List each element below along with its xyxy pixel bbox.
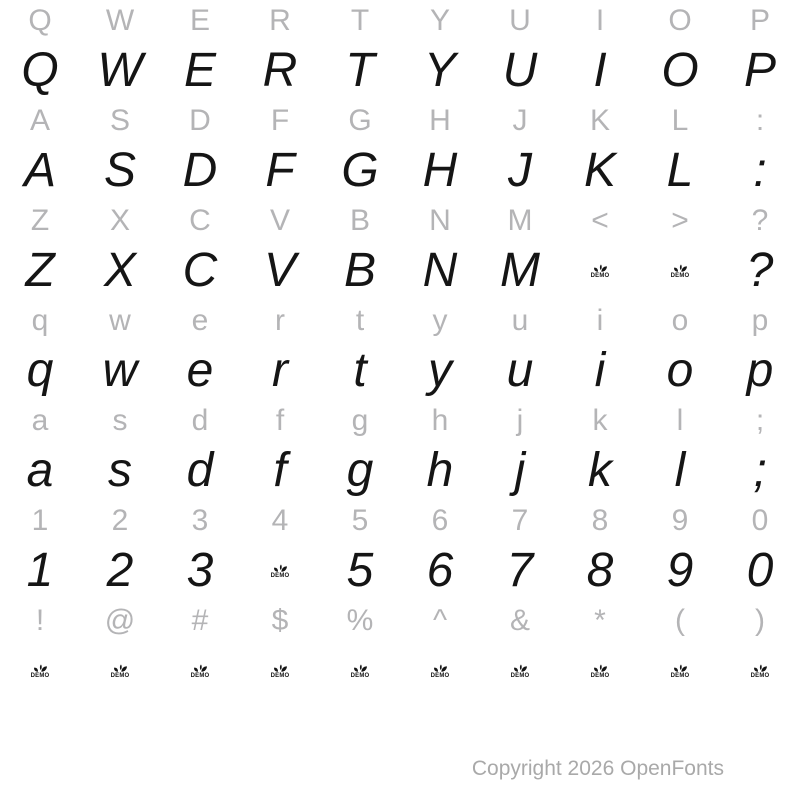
glyph-cell: < bbox=[591, 204, 609, 237]
glyph-cell: 7 bbox=[506, 544, 534, 597]
char-row-lowercase-qwerty-reference bbox=[0, 296, 800, 346]
demo-label: DEMO bbox=[110, 672, 130, 679]
glyph-cell: U bbox=[509, 4, 531, 37]
glyph-cell: H bbox=[429, 104, 451, 137]
glyph-cell: h bbox=[426, 444, 454, 497]
demo-label: DEMO bbox=[190, 672, 210, 679]
glyph-cell: p bbox=[746, 344, 774, 397]
glyph-cell: e bbox=[191, 304, 209, 337]
glyph-cell: S bbox=[109, 104, 130, 137]
glyph-cell: X bbox=[109, 204, 130, 237]
fleuron-icon bbox=[193, 663, 208, 673]
glyph-cell: 1 bbox=[26, 544, 54, 597]
demo-fleuron-icon bbox=[271, 663, 290, 680]
glyph-cell: E bbox=[183, 44, 216, 97]
glyph-cell: M bbox=[500, 244, 540, 297]
glyph-cell: 5 bbox=[346, 544, 374, 597]
glyph-cell: t bbox=[353, 344, 367, 397]
glyph-cell: 9 bbox=[671, 504, 689, 537]
glyph-cell: T bbox=[350, 4, 370, 37]
glyph-cell: 2 bbox=[106, 544, 134, 597]
glyph-cell: R bbox=[262, 44, 298, 97]
glyph-cell: f bbox=[275, 404, 285, 437]
glyph-cell: # bbox=[191, 604, 209, 637]
glyph-cell: : bbox=[755, 104, 765, 137]
glyph-cell: s bbox=[112, 404, 128, 437]
glyph-cell: F bbox=[265, 144, 295, 197]
glyph-cell: y bbox=[432, 304, 448, 337]
demo-placeholder-glyph bbox=[560, 646, 640, 696]
char-row-symbols-demo bbox=[0, 646, 800, 696]
glyph-cell: 6 bbox=[431, 504, 449, 537]
glyph-cell: ? bbox=[751, 204, 769, 237]
glyph-cell: 8 bbox=[591, 504, 609, 537]
glyph-cell: ( bbox=[675, 604, 685, 637]
demo-label: DEMO bbox=[270, 572, 290, 579]
demo-label: DEMO bbox=[30, 672, 50, 679]
glyph-cell: i bbox=[596, 304, 604, 337]
glyph-cell: O bbox=[661, 44, 699, 97]
glyph-cell: s bbox=[108, 444, 132, 497]
demo-fleuron-icon bbox=[271, 563, 290, 580]
fleuron-icon bbox=[33, 663, 48, 673]
char-row-lowercase-asdf-demo bbox=[0, 446, 800, 496]
glyph-cell: 0 bbox=[751, 504, 769, 537]
demo-fleuron-icon bbox=[511, 663, 530, 680]
demo-fleuron-icon bbox=[591, 263, 610, 280]
glyph-cell: W bbox=[105, 4, 135, 37]
glyph-cell: A bbox=[23, 144, 56, 197]
demo-fleuron-icon bbox=[671, 263, 690, 280]
fleuron-icon bbox=[273, 663, 288, 673]
glyph-cell: ; bbox=[753, 444, 767, 497]
demo-fleuron-icon bbox=[751, 663, 770, 680]
fleuron-icon bbox=[113, 663, 128, 673]
glyph-cell: F bbox=[270, 104, 290, 137]
glyph-cell: R bbox=[269, 4, 291, 37]
demo-label: DEMO bbox=[430, 672, 450, 679]
glyph-cell: Z bbox=[30, 204, 50, 237]
glyph-cell: J bbox=[512, 104, 528, 137]
glyph-cell: D bbox=[189, 104, 211, 137]
glyph-cell: O bbox=[668, 4, 692, 37]
glyph-cell: w bbox=[109, 304, 131, 337]
glyph-cell: q bbox=[31, 304, 49, 337]
demo-placeholder-glyph bbox=[720, 646, 800, 696]
demo-placeholder-glyph bbox=[0, 646, 80, 696]
glyph-cell: Z bbox=[25, 244, 55, 297]
char-row-uppercase-qwerty-reference bbox=[0, 0, 800, 46]
glyph-cell: E bbox=[189, 4, 210, 37]
glyph-cell: K bbox=[589, 104, 610, 137]
glyph-cell: o bbox=[666, 344, 694, 397]
char-row-uppercase-asdf-reference bbox=[0, 96, 800, 146]
glyph-cell: Q bbox=[21, 44, 59, 97]
char-row-lowercase-qwerty-demo bbox=[0, 346, 800, 396]
glyph-cell: N bbox=[429, 204, 451, 237]
char-row-uppercase-qwerty-demo bbox=[0, 46, 800, 96]
glyph-cell: h bbox=[431, 404, 449, 437]
demo-placeholder-glyph bbox=[240, 646, 320, 696]
demo-label: DEMO bbox=[270, 672, 290, 679]
glyph-cell: g bbox=[346, 444, 374, 497]
fleuron-icon bbox=[593, 263, 608, 273]
glyph-cell: q bbox=[26, 344, 54, 397]
demo-fleuron-icon bbox=[191, 663, 210, 680]
glyph-cell: L bbox=[666, 144, 694, 197]
char-row-uppercase-asdf-demo bbox=[0, 146, 800, 196]
glyph-cell: K bbox=[583, 144, 616, 197]
glyph-cell: g bbox=[351, 404, 369, 437]
glyph-cell: 7 bbox=[511, 504, 529, 537]
demo-fleuron-icon bbox=[431, 663, 450, 680]
glyph-cell: t bbox=[355, 304, 365, 337]
fleuron-icon bbox=[273, 563, 288, 573]
fleuron-icon bbox=[673, 263, 688, 273]
glyph-cell: u bbox=[506, 344, 534, 397]
demo-label: DEMO bbox=[350, 672, 370, 679]
fleuron-icon bbox=[513, 663, 528, 673]
glyph-cell: a bbox=[31, 404, 49, 437]
glyph-cell: ^ bbox=[432, 604, 448, 637]
glyph-cell: T bbox=[345, 44, 375, 97]
fleuron-icon bbox=[353, 663, 368, 673]
glyph-cell: B bbox=[343, 244, 376, 297]
glyph-cell: u bbox=[511, 304, 529, 337]
fleuron-icon bbox=[593, 663, 608, 673]
demo-label: DEMO bbox=[670, 672, 690, 679]
glyph-cell: M bbox=[507, 204, 533, 237]
copyright-text: Copyright 2026 OpenFonts bbox=[471, 757, 724, 780]
glyph-cell: D bbox=[182, 144, 218, 197]
glyph-cell: Y bbox=[423, 44, 456, 97]
char-row-lowercase-asdf-reference bbox=[0, 396, 800, 446]
glyph-cell: X bbox=[103, 244, 136, 297]
demo-label: DEMO bbox=[670, 272, 690, 279]
glyph-cell: ) bbox=[755, 604, 765, 637]
demo-label: DEMO bbox=[750, 672, 770, 679]
glyph-cell: : bbox=[753, 144, 767, 197]
glyph-cell: I bbox=[593, 44, 607, 97]
glyph-cell: y bbox=[428, 344, 452, 397]
glyph-cell: G bbox=[348, 104, 372, 137]
demo-placeholder-glyph bbox=[320, 646, 400, 696]
glyph-cell: B bbox=[349, 204, 370, 237]
glyph-cell: > bbox=[671, 204, 689, 237]
glyph-cell: U bbox=[502, 44, 538, 97]
demo-fleuron-icon bbox=[111, 663, 130, 680]
char-row-digits-reference bbox=[0, 496, 800, 546]
glyph-cell: I bbox=[595, 4, 605, 37]
demo-placeholder-glyph bbox=[640, 646, 720, 696]
glyph-cell: 6 bbox=[426, 544, 454, 597]
glyph-cell: ? bbox=[746, 244, 774, 297]
glyph-cell: J bbox=[508, 144, 532, 197]
demo-placeholder-glyph bbox=[400, 646, 480, 696]
glyph-cell: H bbox=[422, 144, 458, 197]
demo-label: DEMO bbox=[590, 672, 610, 679]
glyph-cell: r bbox=[272, 344, 288, 397]
demo-placeholder-glyph bbox=[560, 246, 640, 296]
glyph-cell: N bbox=[422, 244, 458, 297]
demo-fleuron-icon bbox=[31, 663, 50, 680]
glyph-cell: S bbox=[103, 144, 136, 197]
glyph-cell: Y bbox=[429, 4, 450, 37]
glyph-cell: V bbox=[269, 204, 290, 237]
glyph-cell: C bbox=[189, 204, 211, 237]
demo-fleuron-icon bbox=[591, 663, 610, 680]
fleuron-icon bbox=[673, 663, 688, 673]
fleuron-icon bbox=[433, 663, 448, 673]
fleuron-icon bbox=[753, 663, 768, 673]
glyph-cell: e bbox=[186, 344, 214, 397]
demo-placeholder-glyph bbox=[640, 246, 720, 296]
glyph-cell: V bbox=[263, 244, 296, 297]
glyph-cell: p bbox=[751, 304, 769, 337]
glyph-cell: W bbox=[97, 44, 143, 97]
glyph-cell: L bbox=[671, 104, 689, 137]
demo-fleuron-icon bbox=[351, 663, 370, 680]
demo-placeholder-glyph bbox=[240, 546, 320, 596]
glyph-cell: 4 bbox=[271, 504, 289, 537]
glyph-cell: P bbox=[749, 4, 770, 37]
glyph-cell: j bbox=[514, 444, 526, 497]
demo-fleuron-icon bbox=[671, 663, 690, 680]
glyph-cell: 3 bbox=[186, 544, 214, 597]
glyph-cell: i bbox=[594, 344, 606, 397]
demo-placeholder-glyph bbox=[80, 646, 160, 696]
char-row-digits-demo bbox=[0, 546, 800, 596]
glyph-cell: k bbox=[592, 404, 608, 437]
glyph-cell: k bbox=[588, 444, 612, 497]
glyph-cell: d bbox=[191, 404, 209, 437]
glyph-cell: 1 bbox=[31, 504, 49, 537]
glyph-cell: % bbox=[346, 604, 374, 637]
char-row-uppercase-zxcv-reference bbox=[0, 196, 800, 246]
glyph-cell: ; bbox=[755, 404, 765, 437]
demo-label: DEMO bbox=[510, 672, 530, 679]
glyph-cell: G bbox=[341, 144, 379, 197]
glyph-cell: 5 bbox=[351, 504, 369, 537]
glyph-cell: * bbox=[594, 604, 606, 637]
glyph-cell: r bbox=[275, 304, 285, 337]
glyph-cell: ! bbox=[35, 604, 45, 637]
glyph-cell: Q bbox=[28, 4, 52, 37]
glyph-cell: C bbox=[182, 244, 218, 297]
glyph-cell: l bbox=[676, 404, 684, 437]
glyph-cell: 2 bbox=[111, 504, 129, 537]
glyph-cell: j bbox=[516, 404, 524, 437]
glyph-cell: o bbox=[671, 304, 689, 337]
glyph-cell: 8 bbox=[586, 544, 614, 597]
glyph-cell: P bbox=[743, 44, 776, 97]
glyph-cell: A bbox=[29, 104, 50, 137]
glyph-cell: a bbox=[26, 444, 54, 497]
demo-placeholder-glyph bbox=[480, 646, 560, 696]
char-row-uppercase-zxcv-demo bbox=[0, 246, 800, 296]
demo-label: DEMO bbox=[590, 272, 610, 279]
glyph-cell: d bbox=[186, 444, 214, 497]
glyph-cell: w bbox=[102, 344, 138, 397]
glyph-cell: 9 bbox=[666, 544, 694, 597]
char-row-symbols-reference bbox=[0, 596, 800, 646]
glyph-cell: 3 bbox=[191, 504, 209, 537]
glyph-cell: f bbox=[273, 444, 287, 497]
demo-placeholder-glyph bbox=[160, 646, 240, 696]
glyph-cell: & bbox=[509, 604, 530, 637]
glyph-cell: l bbox=[674, 444, 686, 497]
glyph-cell: $ bbox=[271, 604, 289, 637]
glyph-cell: @ bbox=[104, 604, 136, 637]
glyph-cell: 0 bbox=[746, 544, 774, 597]
